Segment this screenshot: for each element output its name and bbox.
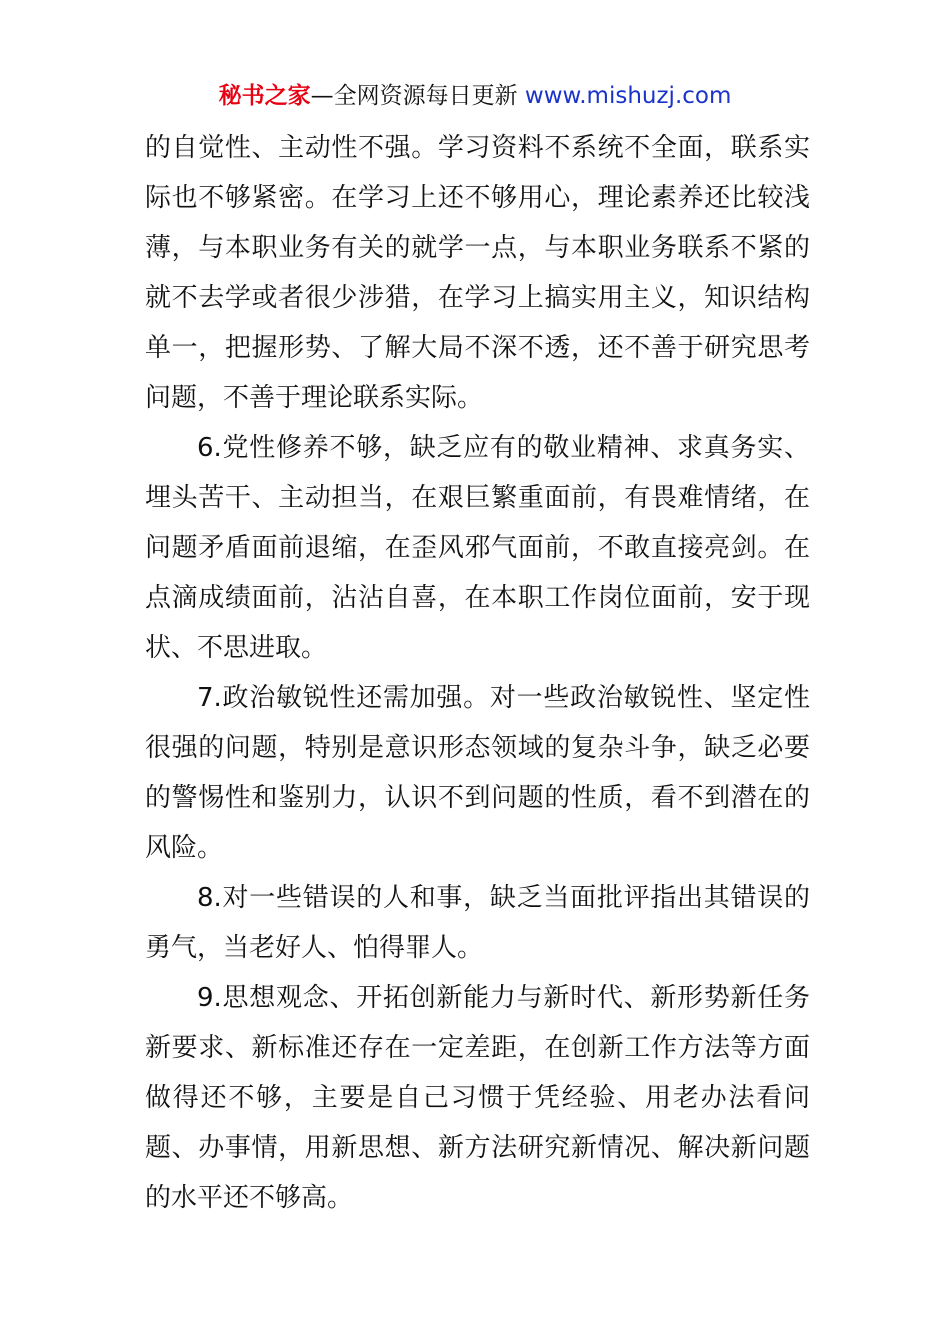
brand-name: 秘书之家 (218, 83, 311, 109)
paragraph-continuation (145, 123, 810, 423)
text-line: 警惕性和鉴别力，认识不到问题的性质，看不到潜在的风 (145, 783, 810, 863)
text-line: 要求、新标准还存在一定差距，在创新工作方法等方面做 (145, 1033, 810, 1113)
text-line: 状、不思进取。 (145, 633, 328, 663)
paragraph-item-8 (145, 873, 810, 973)
text-line: 强的问题，特别是意识形态领域的复杂斗争，缺乏必要的 (145, 733, 810, 813)
text-line: 就不去学或者很少涉猎，在学习上搞实用主义，知识结构 (145, 283, 810, 313)
page-header (0, 80, 950, 112)
text-line: 气，当老好人、怕得罪人。 (171, 933, 484, 963)
text-line: 滴成绩面前，沾沾自喜，在本职工作岗位面前，安于现 (171, 583, 810, 613)
text-line: 险。 (171, 833, 224, 863)
paragraph-item-7 (145, 673, 810, 873)
paragraph-item-9 (145, 973, 810, 1223)
text-line: 的自觉性、主动性不强。学习资料不系统不全面，联系实 (145, 133, 810, 163)
text-line: 9.思想观念、开拓创新能力与新时代、新形势新任务新 (145, 983, 810, 1063)
header-url[interactable]: www.mishuzj.com (524, 83, 732, 109)
text-line: 问题，不善于理论联系实际。 (145, 383, 484, 413)
header-tagline: —全网资源每日更新 (310, 83, 525, 109)
paragraph-item-6 (145, 423, 810, 673)
text-line: 办事情，用新思想、新方法研究新情况、解决新问题的水 (145, 1133, 810, 1213)
text-line: 7.政治敏锐性还需加强。对一些政治敏锐性、坚定性很 (145, 683, 810, 763)
text-line: 单一，把握形势、了解大局不深不透，还不善于研究思考 (145, 333, 810, 363)
text-line: 6.党性修养不够，缺乏应有的敬业精神、求真务实、埋 (145, 433, 810, 513)
text-line: 得还不够，主要是自己习惯于凭经验、用老办法看问题、 (145, 1083, 810, 1163)
text-line: 平还不够高。 (197, 1183, 354, 1213)
text-line: 头苦干、主动担当，在艰巨繁重面前，有畏难情绪，在问 (145, 483, 810, 563)
text-line: 际也不够紧密。在学习上还不够用心，理论素养还比较浅 (145, 183, 810, 213)
text-line: 题矛盾面前退缩，在歪风邪气面前，不敢直接亮剑。在点 (145, 533, 810, 613)
document-body (145, 123, 810, 1223)
text-line: 8.对一些错误的人和事，缺乏当面批评指出其错误的勇 (145, 883, 810, 963)
text-line: 薄，与本职业务有关的就学一点，与本职业务联系不紧的 (145, 233, 810, 263)
